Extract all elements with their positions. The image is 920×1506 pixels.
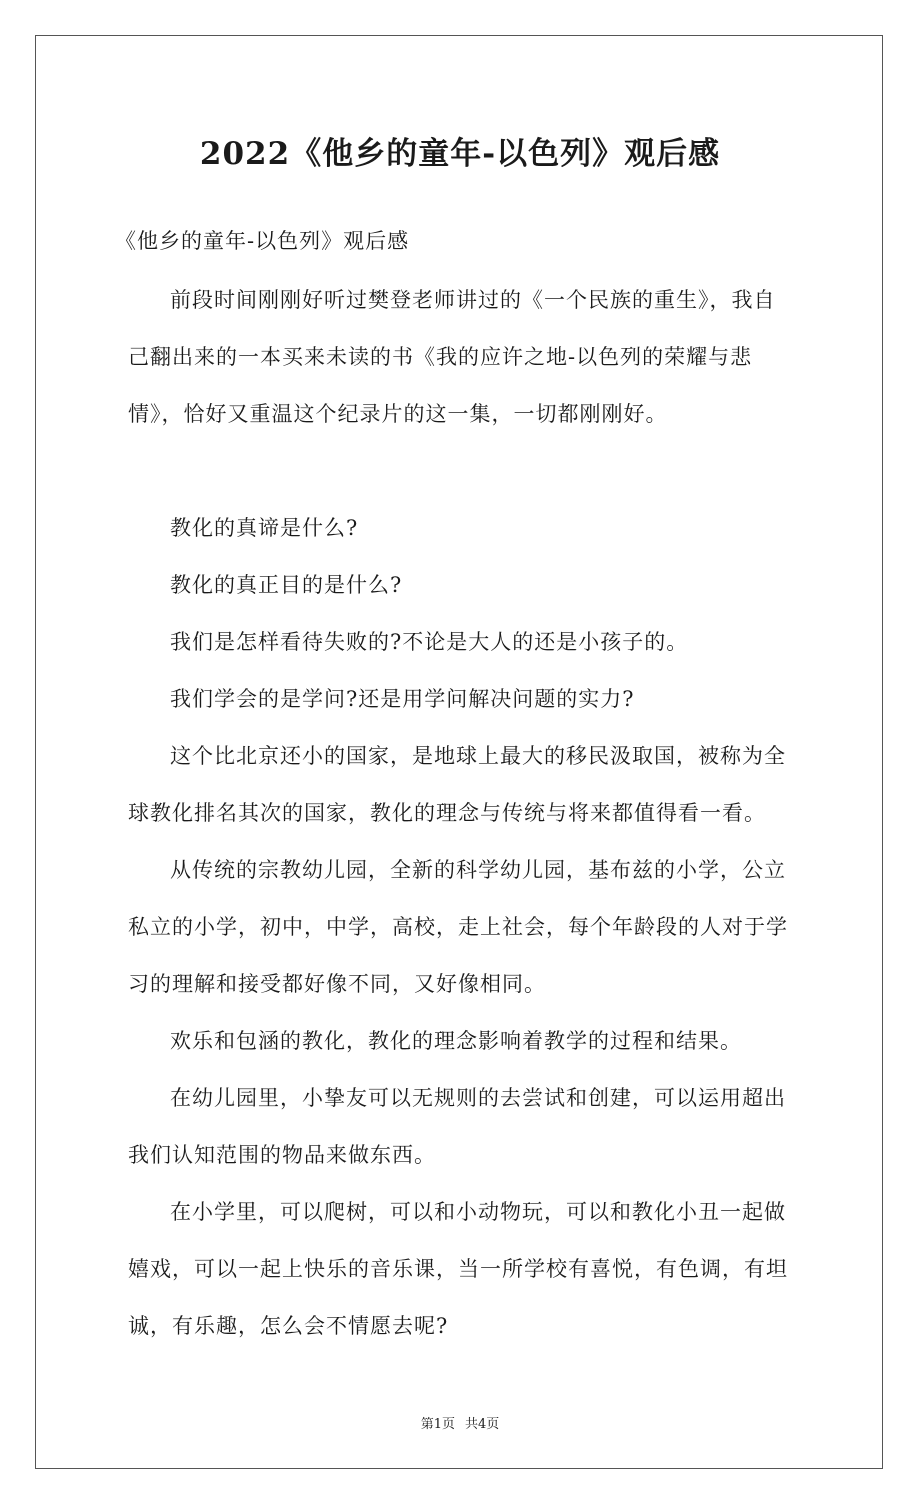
document-title: 2022《他乡的童年-以色列》观后感	[199, 136, 721, 172]
document-subtitle: 《他乡的童年-以色列》观后感	[115, 229, 410, 253]
paragraph: 这个比北京还小的国家，是地球上最大的移民汲取国，被称为全球教化排名其次的国家，教化的理念与传统与将来都值得看一看。	[128, 744, 786, 825]
page-number: 第1页	[420, 1417, 455, 1432]
paragraph: 教化的真正目的是什么?	[170, 573, 403, 597]
paragraph: 从传统的宗教幼儿园，全新的科学幼儿园，基布兹的小学，公立私立的小学，初中，中学，高校，走上社会，每个年龄段的人对于学习的理解和接受都好像不同，又好像相同。	[128, 858, 788, 996]
paragraph: 前段时间刚刚好听过樊登老师讲过的《一个民族的重生》，我自己翻出来的一本买来未读的书《我的应许之地-以色列的荣耀与悲情》，恰好又重温这个纪录片的这一集，一切都刚刚好。	[128, 288, 776, 426]
paragraph: 在小学里，可以爬树，可以和小动物玩，可以和教化小丑一起做嬉戏，可以一起上快乐的音乐课，当一所学校有喜悦，有色调，有坦诚，有乐趣，怎么会不情愿去呢?	[128, 1200, 788, 1338]
paragraph: 我们是怎样看待失败的?不论是大人的还是小孩子的。	[170, 630, 689, 654]
paragraph: 教化的真谛是什么?	[170, 516, 359, 540]
page-total: 共4页	[465, 1417, 500, 1432]
document-body	[115, 213, 793, 1355]
paragraph: 我们学会的是学问?还是用学问解决问题的实力?	[170, 687, 635, 711]
paragraph-gap	[128, 443, 793, 500]
page-footer	[0, 1413, 920, 1432]
paragraph: 欢乐和包涵的教化，教化的理念影响着教学的过程和结果。	[170, 1029, 742, 1053]
paragraph: 在幼儿园里，小挚友可以无规则的去尝试和创建，可以运用超出我们认知范围的物品来做东西。	[128, 1086, 786, 1167]
